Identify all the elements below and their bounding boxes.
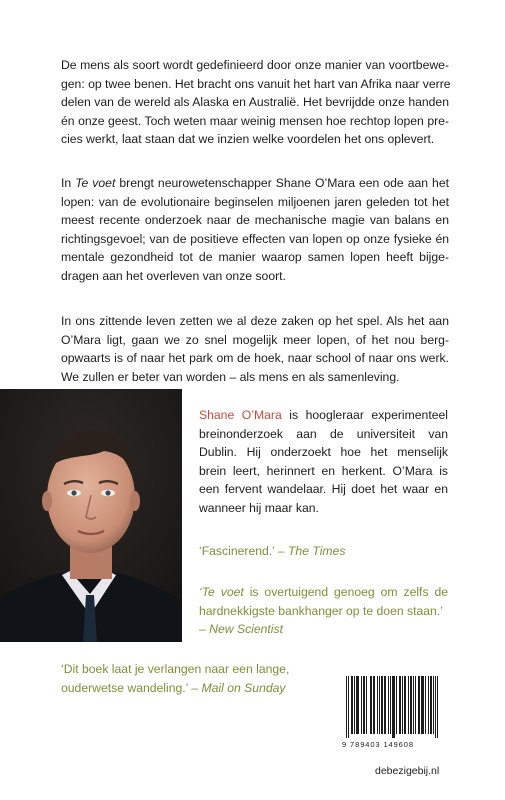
barcode-bar [371, 676, 372, 734]
barcode-bar [388, 676, 389, 734]
text-line: breinonderzoek aan de universiteit van [199, 426, 448, 441]
barcode-bar [404, 676, 405, 734]
text-line: We zullen er beter van worden – als mens en als samenleving. [61, 369, 400, 384]
barcode-bars [346, 676, 438, 738]
text-line: De mens als soort wordt gedefinieerd door onze manier van voortbewe- [61, 58, 449, 72]
barcode-bar [435, 676, 436, 738]
barcode-bar [437, 676, 438, 738]
barcode-bar [425, 676, 426, 734]
barcode-bar [363, 676, 364, 734]
text-line: delen van de wereld als Alaska en Australië. Het bevrijdde onze handen [61, 95, 449, 110]
barcode-bar [396, 676, 397, 734]
publisher-website: debezigebij.nl [375, 765, 440, 777]
barcode-bar [433, 676, 434, 734]
barcode-bar [390, 676, 391, 734]
text-line: Dublin. Hij onderzoekt hoe het menselijk [199, 445, 448, 460]
barcode-bar [381, 676, 382, 734]
barcode-bar [384, 676, 385, 734]
intro-paragraph [61, 56, 449, 149]
barcode [336, 672, 448, 760]
barcode-bar [373, 676, 374, 734]
text-line: een fervent wandelaar. Hij doet het waar en [199, 482, 448, 497]
barcode-bar [408, 676, 409, 734]
author-bio [199, 406, 448, 518]
barcode-bar [352, 676, 353, 734]
barcode-bar [385, 676, 386, 734]
text-line: mentale gezondheid tot de manier waarop samen lopen heeft bijge- [61, 250, 449, 265]
barcode-bar [361, 676, 362, 734]
text-line: dragen aan het overleven van onze soort. [61, 268, 286, 283]
barcode-bar [405, 676, 406, 734]
barcode-bar [430, 676, 431, 734]
author-photo [0, 389, 182, 642]
barcode-bar [354, 676, 355, 734]
barcode-bar [357, 676, 358, 734]
barcode-bar [374, 676, 375, 734]
barcode-bar [399, 676, 400, 734]
barcode-bar [348, 676, 349, 738]
author-portrait-illustration [0, 389, 182, 642]
barcode-bar [364, 676, 365, 734]
barcode-bar [392, 676, 393, 738]
barcode-bar [422, 676, 423, 734]
barcode-bar [351, 676, 352, 734]
barcode-bar [423, 676, 424, 734]
barcode-bar [366, 676, 367, 734]
barcode-bar [410, 676, 411, 734]
quote-source: Mail on Sunday [201, 680, 286, 695]
text-line: meest recente onderzoek naar de mechanische magie van balans en [61, 213, 449, 228]
barcode-bar [393, 676, 394, 738]
book-title: Te voet [75, 176, 116, 190]
barcode-bar [415, 676, 416, 734]
closing-paragraph [61, 312, 449, 386]
barcode-bar [400, 676, 401, 734]
barcode-bar [356, 676, 357, 734]
barcode-bar [377, 676, 378, 734]
barcode-bar [431, 676, 432, 734]
barcode-bar [411, 676, 412, 734]
text-line: In ons zittende leven zetten we al deze zaken op het spel. Als het aan [61, 314, 449, 328]
text-line: O’Mara ligt, gaan we zo snel mogelijk meer lopen, of het nou berg- [61, 332, 449, 347]
text-line: wanneer hij maar kan. [199, 500, 319, 515]
text-line: cies werkt, laat staan dat we inzien welke voordelen het ons oplevert. [61, 132, 435, 147]
review-quote-times: ‘Fascinerend.’ – The Times [199, 544, 346, 558]
barcode-bar [379, 676, 380, 734]
barcode-bar [421, 676, 422, 734]
author-name: Shane O’Mara [199, 408, 282, 422]
text-line: én onze geest. Toch weten maar weinig mensen hoe rechtop lopen pre- [61, 113, 449, 128]
text-line: opwaarts is of naar het park om de hoek, naar school of naar ons werk. [61, 351, 449, 366]
barcode-bar [419, 676, 420, 734]
text-line: gen: op twee benen. Het bracht ons vanuit het hart van Afrika naar verre [61, 76, 451, 91]
text-line: Shane O’Mara is hoogleraar experimenteel [199, 408, 448, 422]
barcode-bar [346, 676, 347, 738]
barcode-bar [382, 676, 383, 734]
text-line: In Te voet brengt neurowetenschapper Shane O’Mara een ode aan het [61, 176, 449, 190]
barcode-bar [418, 676, 419, 734]
barcode-bar [428, 676, 429, 734]
summary-paragraph [61, 174, 449, 286]
barcode-bar [370, 676, 371, 734]
review-quote-new-scientist: ‘Te voet is overtuigend genoeg om zelfs de hardnekkigste bankhanger op te doen staan.’ – New Scientist [199, 585, 449, 637]
quote-source: The Times [287, 544, 346, 558]
quote-source: New Scientist [209, 622, 283, 637]
text-line: lopen: van de evolutionaire beginselen miljoenen jaren geleden tot het [61, 194, 449, 209]
isbn-number: 9 789403 149608 [342, 740, 414, 749]
text-line: richtingsgevoel; van de positieve effecten van lopen op onze fysieke én [61, 231, 449, 246]
barcode-bar [358, 676, 359, 734]
barcode-bar [394, 676, 395, 738]
review-quote-mail-on-sunday: ‘Dit boek laat je verlangen naar een lange, ouderwetse wandeling.’ – Mail on Sunday [61, 662, 290, 695]
barcode-bar [413, 676, 414, 734]
barcode-bar [402, 676, 403, 734]
text-line: brein leert, herinnert en herkent. O’Mara is [199, 463, 448, 478]
